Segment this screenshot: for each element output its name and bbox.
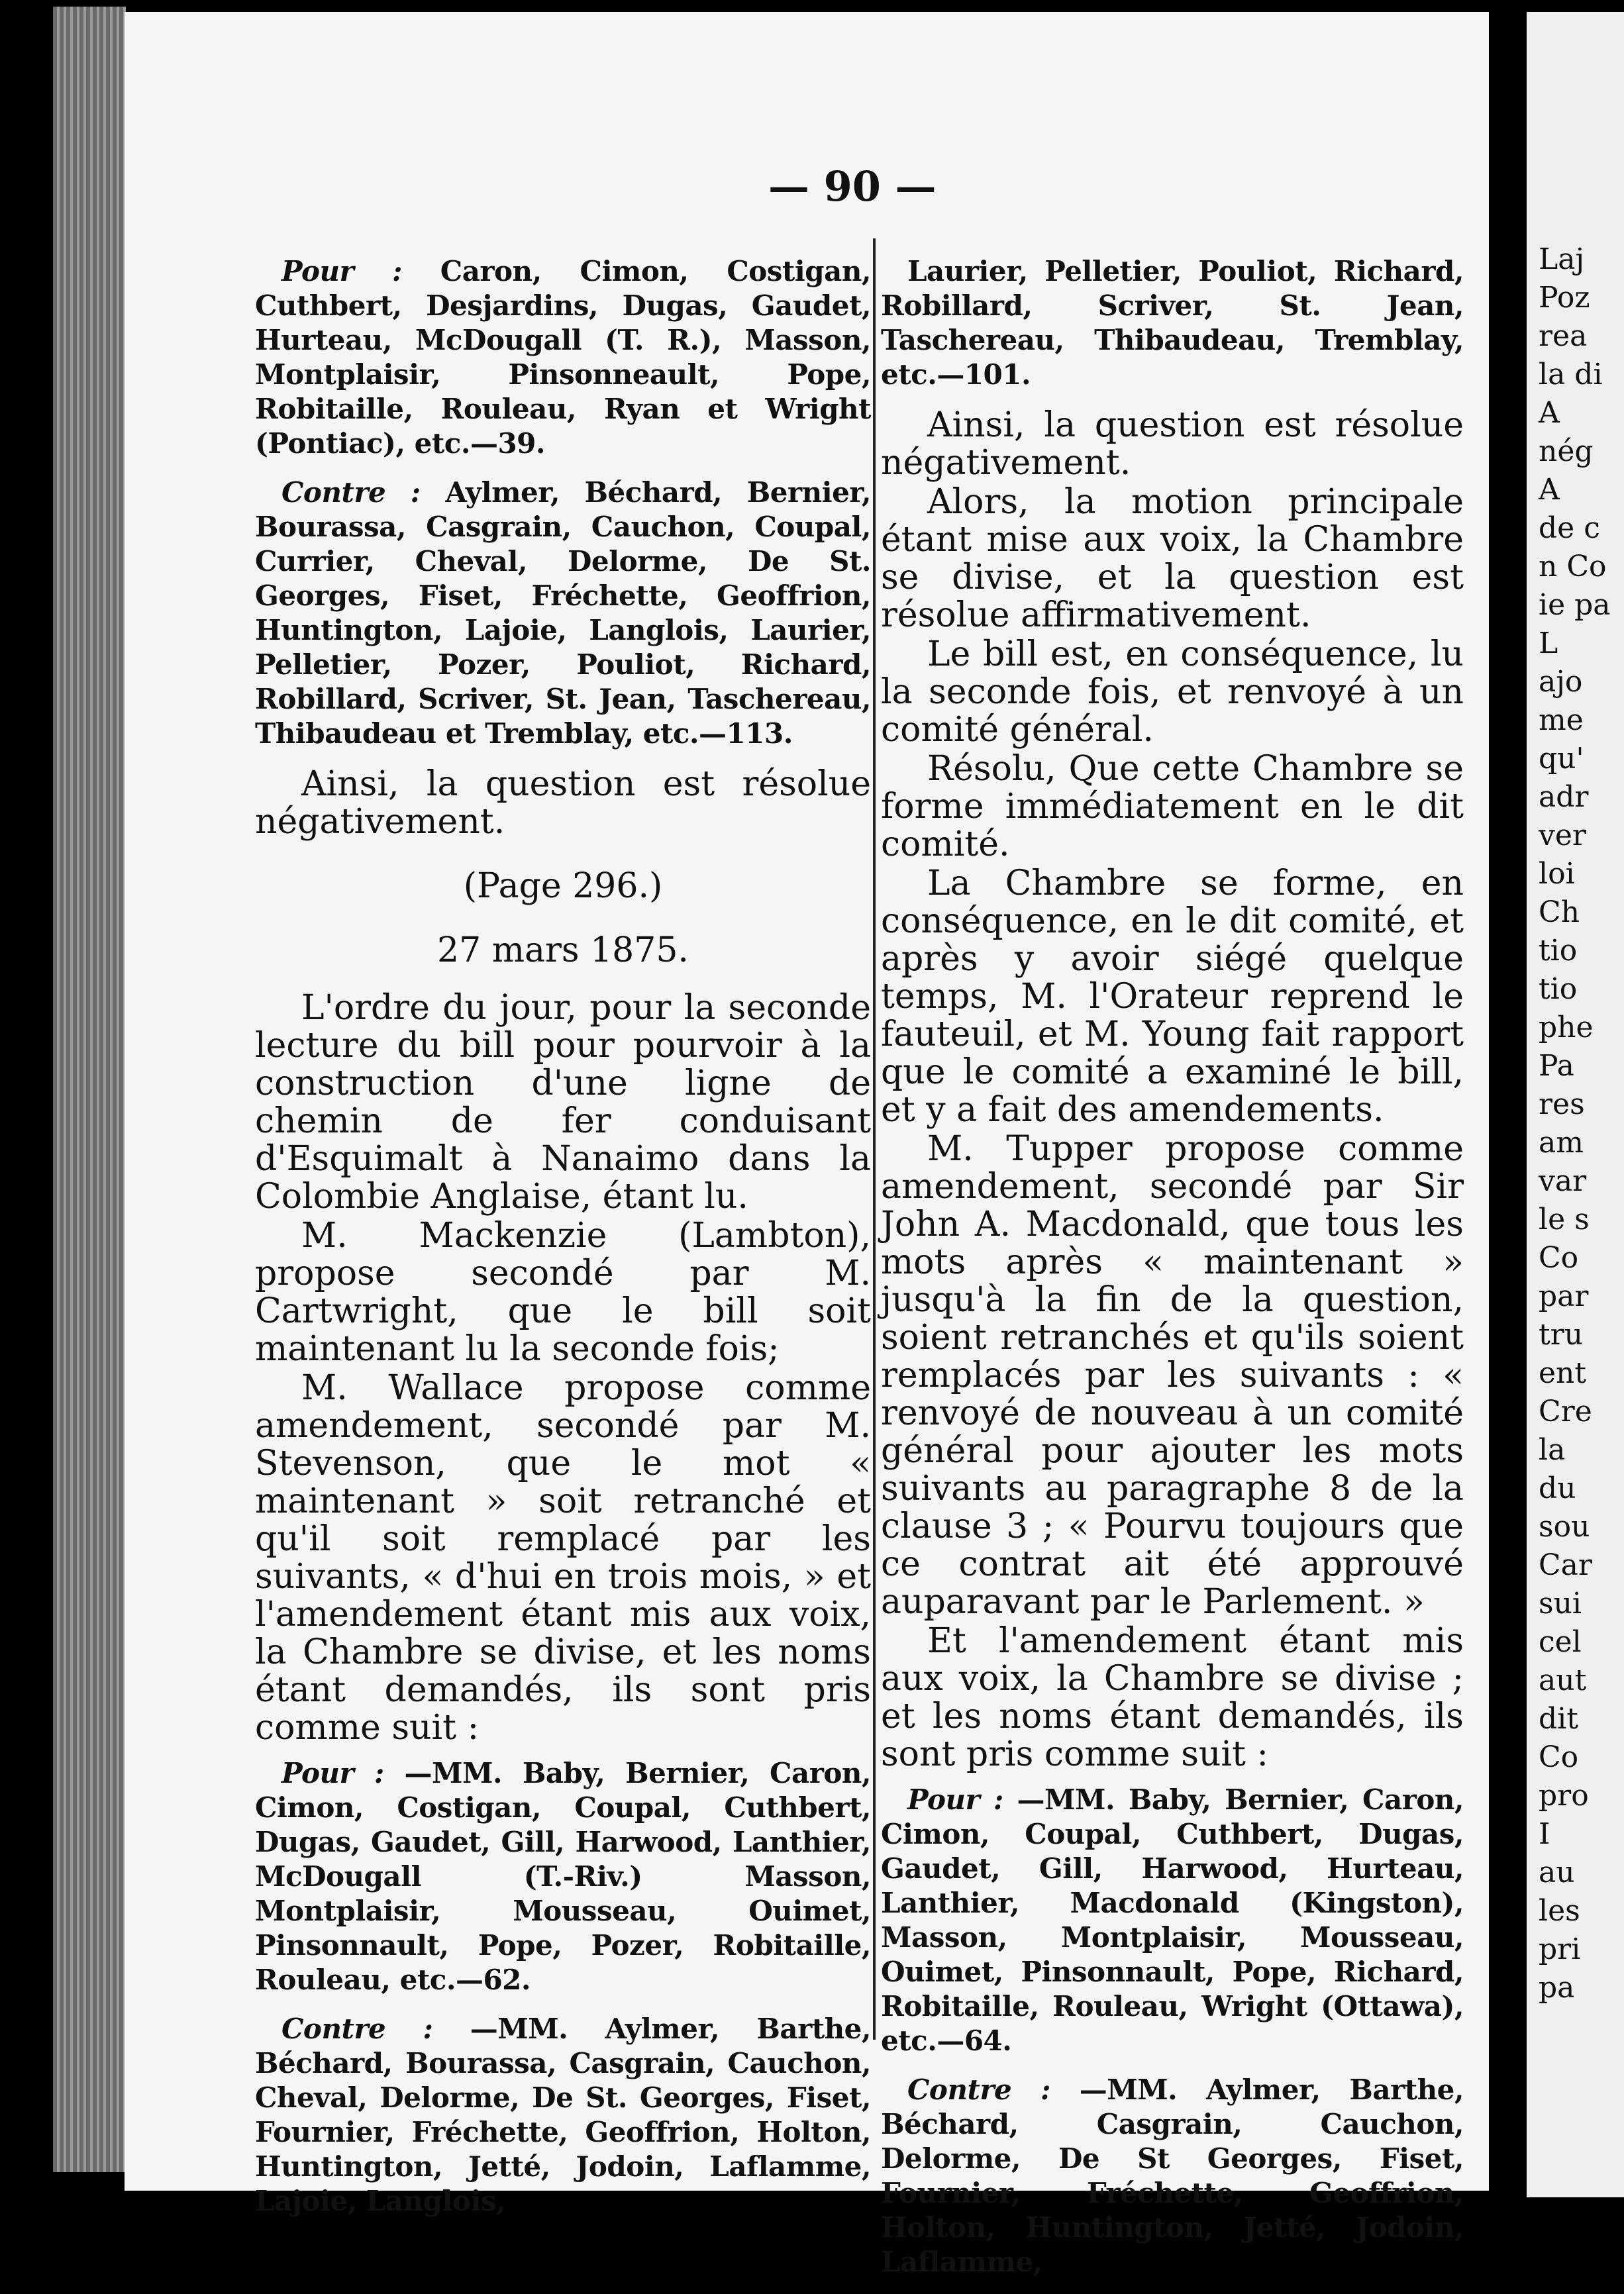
page-number: — 90 — <box>768 162 937 211</box>
adjacent-page-text <box>1527 12 1624 2007</box>
adjacent-page-fragment: tio <box>1539 934 1578 968</box>
adjacent-page-fragment: sui <box>1539 1587 1582 1621</box>
adjacent-page-fragment: la di <box>1539 358 1603 391</box>
vote-list <box>881 2073 1464 2279</box>
vote-label: Pour : <box>281 255 402 287</box>
adjacent-page-fragment: am <box>1539 1126 1584 1160</box>
vote-label: Pour : <box>281 1757 384 1789</box>
adjacent-page-fragment: du <box>1539 1471 1576 1505</box>
adjacent-page-fragment: pri <box>1539 1932 1581 1966</box>
adjacent-page-edge <box>1527 12 1624 2197</box>
paragraph: La Chambre se forme, en conséquence, en le dit comité, et après y avoir siégé quelque temps, M. l'Orateur reprend le fauteuil, et M. Young fait rapport que le comité a examiné le bill, et y a fait des amendements. <box>881 864 1464 1130</box>
paragraph: Ainsi, la question est résolue négativement. <box>255 764 871 842</box>
adjacent-page-fragment: tru <box>1539 1318 1584 1352</box>
page-binding-edge <box>53 7 126 2172</box>
vote-names: —MM. Aylmer, Barthe, Béchard, Casgrain, Cauchon, Delorme, De St Georges, Fiset, Fournier, Fréchette, Geoffrion, Holton, Huntington, Jetté, Jodoin, Laflamme, <box>881 2073 1464 2278</box>
adjacent-page-fragment: Laj <box>1539 242 1585 276</box>
vote-names: —MM. Baby, Bernier, Caron, Cimon, Costigan, Coupal, Cuthbert, Dugas, Gaudet, Gill, Harwood, Lanthier, McDougall (T.-Riv.) Masson, Montplaisir, Mousseau, Ouimet, Pinsonnault, Pope, Pozer, Robitaille, Rouleau, etc.—62. <box>255 1757 871 1996</box>
vote-names: —MM. Baby, Bernier, Caron, Cimon, Coupal, Cuthbert, Dugas, Gaudet, Gill, Harwood, Hurteau, Lanthier, Macdonald (Kingston), Masson, Montplaisir, Mousseau, Ouimet, Pinsonnault, Pope, Richard, Robitaille, Rouleau, Wright (Ottawa), etc.—64. <box>881 1783 1464 2057</box>
adjacent-page-fragment: tio <box>1539 972 1578 1006</box>
adjacent-page-fragment: Cre <box>1539 1395 1592 1428</box>
adjacent-page-fragment: res <box>1539 1087 1585 1121</box>
adjacent-page-fragment: pro <box>1539 1779 1589 1813</box>
centered-heading: 27 mars 1875. <box>437 930 689 970</box>
vote-names: Aylmer, Béchard, Bernier, Bourassa, Casgrain, Cauchon, Coupal, Currier, Cheval, Delorme, De St. Georges, Fiset, Fréchette, Geoffrion, Huntington, Lajoie, Langlois, Laurier, Pelletier, Pozer, Pouliot, Richard, Robillard, Scriver, St. Jean, Taschereau, Thibaudeau et Tremblay, etc.—113. <box>255 476 871 750</box>
adjacent-page-fragment: A <box>1539 473 1560 507</box>
adjacent-page-fragment: qu' <box>1539 742 1584 775</box>
vote-names: —MM. Aylmer, Barthe, Béchard, Bourassa, Casgrain, Cauchon, Cheval, Delorme, De St. Georges, Fiset, Fournier, Fréchette, Geoffrion, Holton, Huntington, Jetté, Jodoin, Laflamme, Lajoie, Langlois, <box>255 2013 871 2217</box>
adjacent-page-fragment: pa <box>1539 1971 1575 2005</box>
adjacent-page-fragment: L <box>1539 626 1558 660</box>
adjacent-page-fragment: ent <box>1539 1356 1587 1390</box>
vote-list <box>881 1783 1464 2058</box>
adjacent-page-fragment: n Co <box>1539 550 1607 583</box>
adjacent-page-fragment: me <box>1539 703 1584 737</box>
adjacent-page-fragment: ajo <box>1539 665 1583 699</box>
vote-label: Pour : <box>907 1783 1003 1816</box>
vote-list <box>881 254 1464 392</box>
adjacent-page-fragment: dit <box>1539 1702 1578 1736</box>
adjacent-page-fragment: cel <box>1539 1625 1582 1659</box>
adjacent-page-fragment: ver <box>1539 819 1586 852</box>
adjacent-page-fragment: adr <box>1539 780 1589 814</box>
adjacent-page-fragment: les <box>1539 1894 1580 1928</box>
adjacent-page-fragment: Co <box>1539 1740 1579 1774</box>
vote-names: Laurier, Pelletier, Pouliot, Richard, Robillard, Scriver, St. Jean, Taschereau, Thibaudeau, Tremblay, etc.—101. <box>881 255 1464 391</box>
adjacent-page-fragment: Pa <box>1539 1049 1574 1083</box>
vote-label: Contre : <box>281 476 421 509</box>
right-column <box>881 245 1464 2294</box>
centered-heading: (Page 296.) <box>463 866 663 906</box>
vote-list <box>255 254 871 461</box>
vote-label: Contre : <box>281 2013 433 2045</box>
adjacent-page-fragment: aut <box>1539 1664 1587 1697</box>
left-column <box>255 245 871 2233</box>
paragraph: Résolu, Que cette Chambre se forme immédiatement en le dit comité. <box>881 749 1464 864</box>
paragraph: L'ordre du jour, pour la seconde lecture du bill pour pourvoir à la construction d'une ligne de chemin de fer conduisant d'Esquimalt à Nanaimo dans la Colombie Anglaise, étant lu. <box>255 988 871 1217</box>
adjacent-page-fragment: phe <box>1539 1011 1594 1044</box>
vote-label: Contre : <box>907 2073 1050 2106</box>
vote-names: Caron, Cimon, Costigan, Cuthbert, Desjardins, Dugas, Gaudet, Hurteau, McDougall (T. R.), Masson, Montplaisir, Pinsonneault, Pope, Robitaille, Rouleau, Ryan et Wright (Pontiac), etc.—39. <box>255 255 871 460</box>
paragraph: Le bill est, en conséquence, lu la seconde fois, et renvoyé à un comité général. <box>881 634 1464 750</box>
vote-list <box>255 2012 871 2219</box>
paragraph: M. Wallace propose comme amendement, secondé par M. Stevenson, que le mot « maintenant » soit retranché et qu'il soit remplacé par les suivants, « d'hui en trois mois, » et l'amendement étant mis aux voix, la Chambre se divise, et les noms étant demandés, ils sont pris comme suit : <box>255 1368 871 1748</box>
adjacent-page-fragment: A <box>1539 396 1560 430</box>
vote-list <box>255 1756 871 1997</box>
adjacent-page-fragment: Ch <box>1539 895 1580 929</box>
adjacent-page-fragment: I <box>1539 1817 1550 1851</box>
adjacent-page-fragment: Poz <box>1539 281 1590 315</box>
column-divider <box>873 238 876 2040</box>
adjacent-page-fragment: par <box>1539 1279 1589 1313</box>
adjacent-page-fragment: Co <box>1539 1241 1579 1275</box>
paragraph: M. Tupper propose comme amendement, secondé par Sir John A. Macdonald, que tous les mots après « maintenant » jusqu'à la fin de la question, soient retranchés et qu'ils soient remplacés par les suivants : « renvoyé de nouveau à un comité général pour ajouter les mots suivants au paragraphe 8 de la clause 3 ; « Pourvu toujours que ce contrat ait été approuvé auparavant par le Parlement. » <box>881 1129 1464 1622</box>
paragraph: Alors, la motion principale étant mise aux voix, la Chambre se divise, et la question est résolue affirmativement. <box>881 482 1464 635</box>
adjacent-page-fragment: sou <box>1539 1510 1590 1544</box>
adjacent-page-fragment: au <box>1539 1856 1575 1889</box>
paragraph: Ainsi, la question est résolue négativement. <box>881 405 1464 483</box>
adjacent-page-fragment: le s <box>1539 1203 1590 1236</box>
adjacent-page-fragment: de c <box>1539 511 1600 545</box>
adjacent-page-fragment: var <box>1539 1164 1587 1198</box>
adjacent-page-fragment: Car <box>1539 1548 1592 1582</box>
vote-list <box>255 475 871 751</box>
adjacent-page-fragment: nég <box>1539 434 1594 468</box>
adjacent-page-fragment: loi <box>1539 857 1575 891</box>
paragraph: Et l'amendement étant mis aux voix, la Chambre se divise ; et les noms étant demandés, ils sont pris comme suit : <box>881 1621 1464 1774</box>
adjacent-page-fragment: la <box>1539 1433 1575 1467</box>
adjacent-page-fragment: rea <box>1539 319 1588 353</box>
adjacent-page-fragment: ie pa <box>1539 588 1611 622</box>
paragraph: M. Mackenzie (Lambton), propose secondé par M. Cartwright, que le bill soit maintenant lu la seconde fois; <box>255 1216 871 1369</box>
